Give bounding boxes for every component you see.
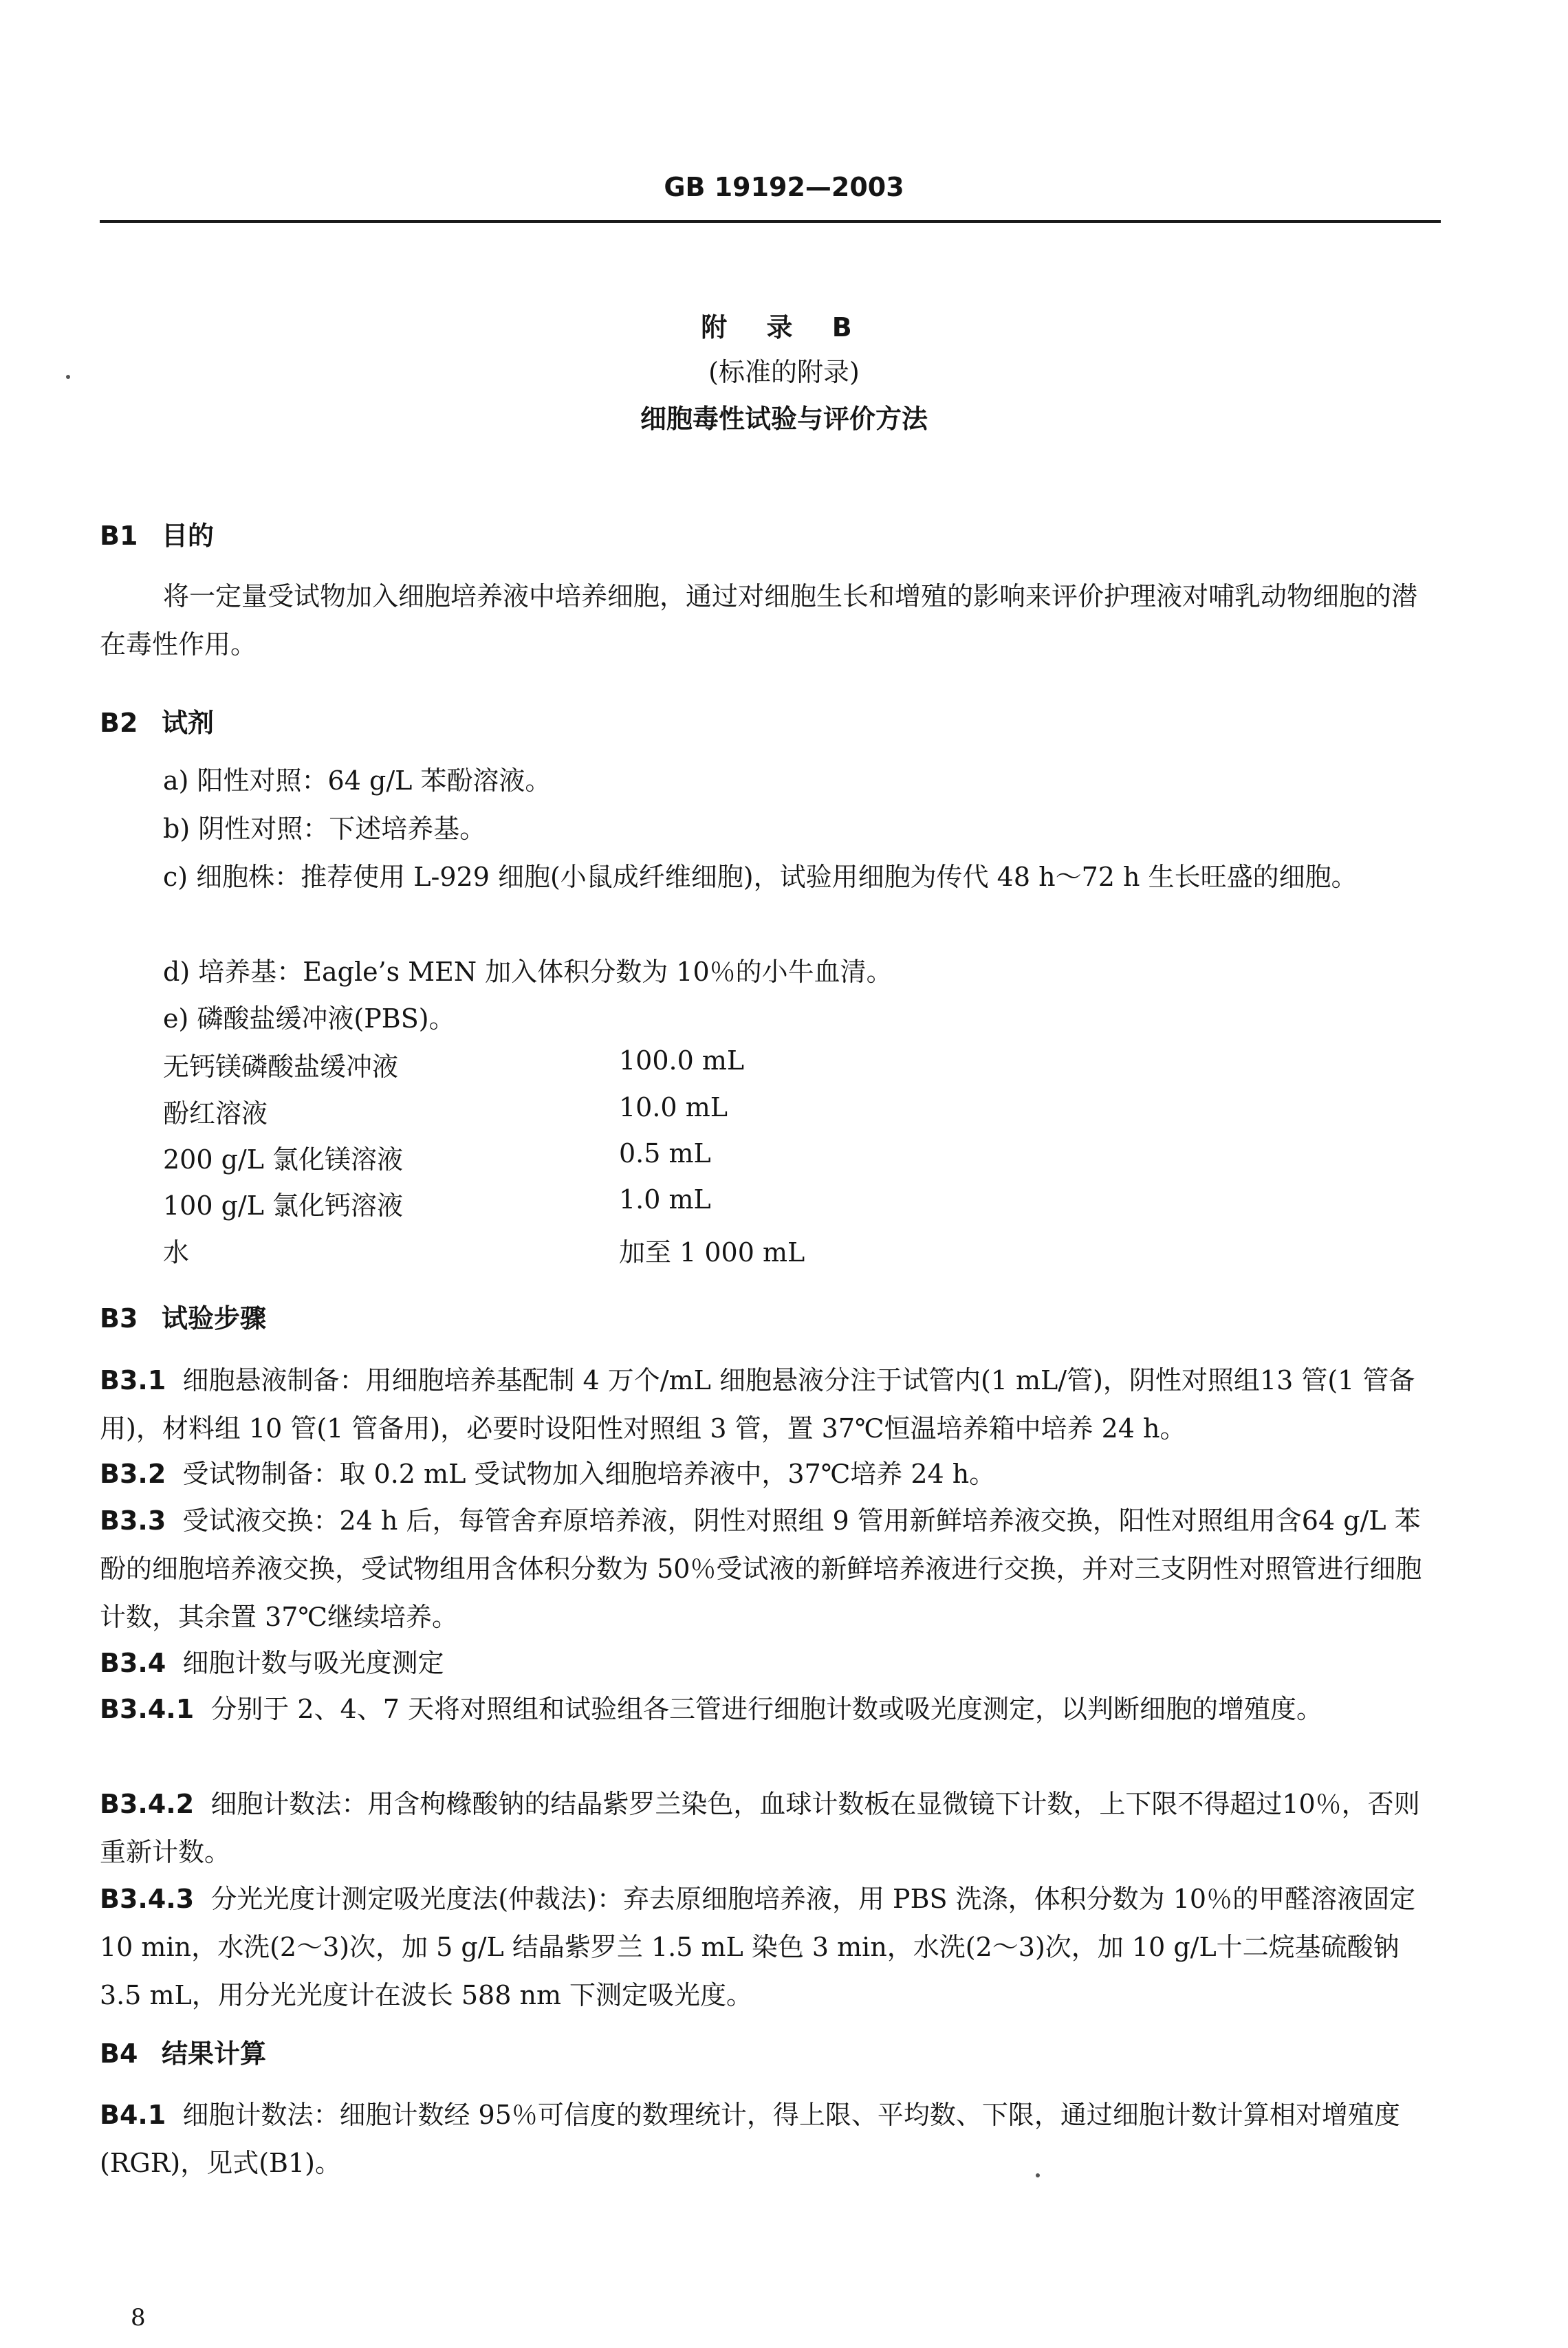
clause-number: B3.4 [100, 1648, 166, 1678]
section-title: 试验步骤 [162, 1303, 267, 1334]
clause-b3-4-1 [100, 1685, 1441, 1733]
section-number: B4 [100, 2039, 138, 2069]
clause-text: 分别于 2、4、7 天将对照组和试验组各三管进行细胞计数或吸光度测定，以判断细胞的增殖度。 [210, 1694, 1323, 1724]
section-b2-heading [100, 702, 214, 739]
pbs-amount: 100.0 mL [619, 1045, 745, 1076]
pbs-amount: 加至 1 000 mL [619, 1237, 805, 1268]
page-number: 8 [131, 2304, 146, 2331]
clause-text: 受试液交换：24 h 后，每管舍弃原培养液，阴性对照组 9 管用新鲜培养液交换，阳性对照组用含64 g/L 苯酚的细胞培养液交换，受试物组用含体积分数为 50％受试液的新鲜培养液进行交换，并对三支阴性对照管进行细胞计数，其余置 37℃继续培养。 [100, 1505, 1422, 1632]
reagent-item-e: e) 磷酸盐缓冲液(PBS)。 [163, 1003, 455, 1034]
section-title: 试剂 [162, 708, 215, 738]
scan-speck [66, 375, 70, 379]
clause-text: 细胞计数法：细胞计数经 95％可信度的数理统计，得上限、平均数、下限，通过细胞计数计算相对增殖度(RGR)，见式(B1)。 [100, 2100, 1400, 2178]
section-title: 结果计算 [162, 2039, 267, 2069]
reagent-item-b: b) 阴性对照：下述培养基。 [163, 814, 486, 844]
clause-b3-4-3 [100, 1875, 1441, 2019]
section-b1-text: 将一定量受试物加入细胞培养液中培养细胞，通过对细胞生长和增殖的影响来评价护理液对哺乳动物细胞的潜在毒性作用。 [100, 581, 1418, 660]
pbs-row [163, 1045, 1441, 1094]
appendix-subtitle: (标准的附录) [708, 357, 860, 387]
pbs-ingredient: 酚红溶液 [163, 1098, 268, 1129]
clause-b4-1 [100, 2091, 1441, 2187]
pbs-ingredient: 水 [163, 1237, 190, 1268]
pbs-amount: 10.0 mL [619, 1092, 728, 1122]
clause-b3-3 [100, 1497, 1441, 1641]
pbs-row [163, 1184, 1441, 1232]
clause-number: B3.4.3 [100, 1884, 195, 1914]
clause-b3-4-2 [100, 1780, 1441, 1876]
section-title: 目的 [162, 521, 215, 551]
section-number: B1 [100, 521, 138, 551]
clause-b3-1 [100, 1356, 1441, 1453]
pbs-amount: 1.0 mL [619, 1184, 711, 1215]
clause-number: B3.3 [100, 1505, 166, 1536]
pbs-ingredient: 100 g/L 氯化钙溶液 [163, 1191, 404, 1221]
clause-number: B3.4.2 [100, 1789, 195, 1819]
section-number: B2 [100, 708, 138, 738]
clause-number: B3.2 [100, 1459, 166, 1489]
clause-text: 细胞计数法：用含枸橼酸钠的结晶紫罗兰染色，血球计数板在显微镜下计数，上下限不得超过10％，否则重新计数。 [100, 1789, 1420, 1867]
clause-text: 细胞计数与吸光度测定 [182, 1648, 444, 1678]
clause-text: 细胞悬液制备：用细胞培养基配制 4 万个/mL 细胞悬液分注于试管内(1 mL/管)，阴性对照组13 管(1 管备用)，材料组 10 管(1 管备用)，必要时设阳性对照组 3 管，置 37℃恒温培养箱中培养 24 h。 [100, 1365, 1415, 1444]
section-number: B3 [100, 1303, 138, 1334]
clause-b3-2 [100, 1450, 1441, 1498]
section-b1-heading [100, 514, 214, 552]
clause-number: B3.4.1 [100, 1694, 195, 1724]
reagent-item-c: c) 细胞株：推荐使用 L-929 细胞(小鼠成纤维细胞)，试验用细胞为传代 48 h～72 h 生长旺盛的细胞。 [163, 862, 1358, 892]
section-b3-heading [100, 1297, 266, 1335]
scan-speck [1036, 2173, 1040, 2177]
clause-text: 受试物制备：取 0.2 mL 受试物加入细胞培养液中，37℃培养 24 h。 [182, 1459, 996, 1489]
clause-number: B4.1 [100, 2100, 166, 2130]
pbs-ingredient: 无钙镁磷酸盐缓冲液 [163, 1052, 399, 1082]
pbs-row [163, 1231, 1441, 1279]
pbs-amount: 0.5 mL [619, 1138, 711, 1168]
section-b4-heading [100, 2032, 266, 2070]
clause-text: 分光光度计测定吸光度法(仲裁法)：弃去原细胞培养液，用 PBS 洗涤，体积分数为 10％的甲醛溶液固定 10 min，水洗(2～3)次，加 5 g/L 结晶紫罗兰 1.5 mL 染色 3 min，水洗(2～3)次，加 10 g/L十二烷基硫酸钠 3.5 mL，用分光光度计在波长 588 nm 下测定吸光度。 [100, 1884, 1416, 2010]
appendix-name: 细胞毒性试验与评价方法 [640, 404, 928, 434]
reagent-item-d: d) 培养基：Eagle’s MEN 加入体积分数为 10％的小牛血清。 [163, 957, 893, 987]
reagent-item-a: a) 阳性对照：64 g/L 苯酚溶液。 [163, 765, 552, 796]
header-rule [100, 220, 1441, 223]
document-header: GB 19192—2003 [664, 172, 904, 202]
appendix-title: 附 录 B [701, 312, 867, 343]
pbs-ingredient: 200 g/L 氯化镁溶液 [163, 1144, 404, 1175]
clause-b3-4 [100, 1639, 1441, 1687]
pbs-row [163, 1092, 1441, 1140]
pbs-row [163, 1138, 1441, 1186]
clause-number: B3.1 [100, 1365, 166, 1395]
